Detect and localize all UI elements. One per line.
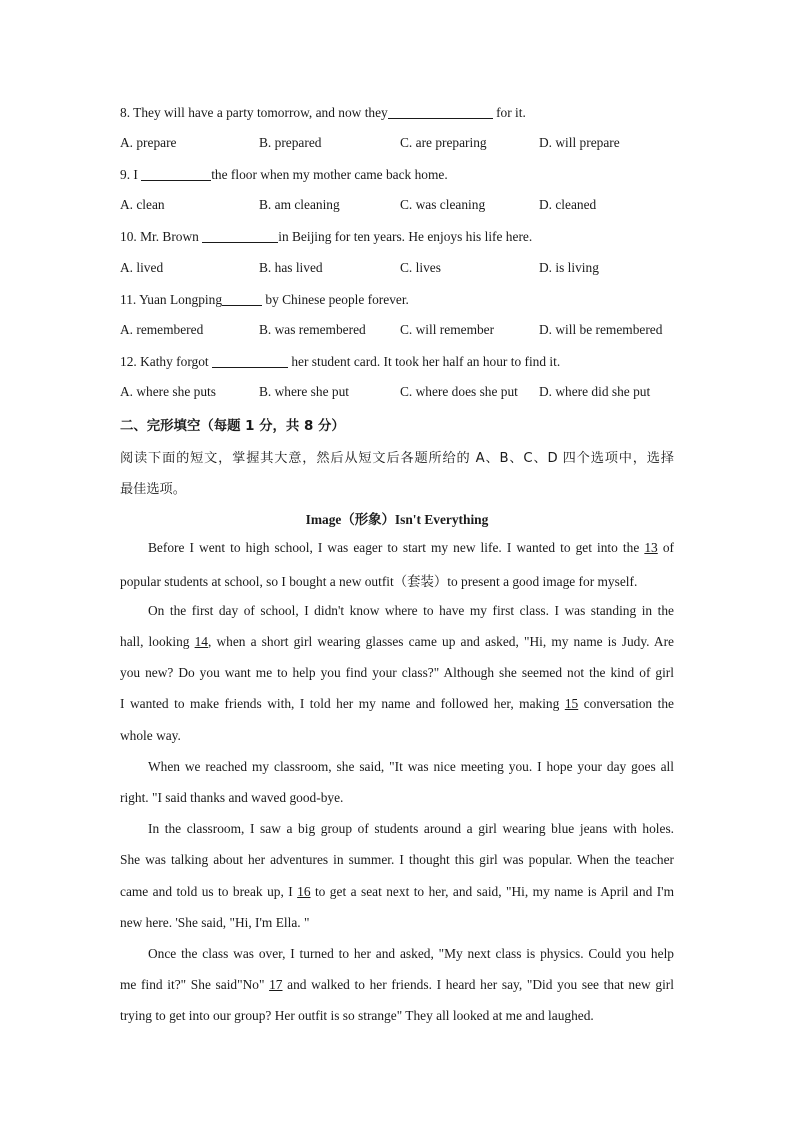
option-b: B. was remembered bbox=[259, 322, 366, 337]
answer-blank bbox=[222, 291, 262, 306]
question-12-options bbox=[120, 384, 680, 402]
option-b: B. am cleaning bbox=[259, 197, 340, 212]
passage-text: of bbox=[657, 540, 674, 555]
passage-line bbox=[120, 977, 674, 993]
question-stem-text: 10. Mr. Brown bbox=[120, 229, 203, 244]
passage-title: Image（形象）Isn't Everything bbox=[305, 512, 489, 527]
option-c: C. was cleaning bbox=[400, 197, 486, 212]
option-a: A. clean bbox=[120, 197, 165, 212]
option-c: C. are preparing bbox=[400, 135, 487, 150]
answer-blank bbox=[388, 104, 493, 119]
passage-text: came and told us to break up, I bbox=[120, 884, 298, 899]
passage-line: whole way. bbox=[120, 728, 181, 743]
passage-text: Before I went to high school, I was eager to start my new life. I wanted to get into the bbox=[148, 540, 645, 555]
option-c: C. where does she put bbox=[400, 384, 518, 399]
question-8-stem bbox=[120, 104, 526, 121]
question-10-stem bbox=[120, 228, 532, 245]
passage-text: me find it?" She said"No" bbox=[120, 977, 270, 992]
option-a: A. lived bbox=[120, 260, 164, 275]
option-d: D. will prepare bbox=[539, 135, 620, 150]
question-stem-text: 11. Yuan Longping bbox=[120, 292, 223, 307]
passage-text: to get a seat next to her, and said, "Hi, my name is April and I'm bbox=[310, 884, 675, 899]
question-stem-text: by Chinese people forever. bbox=[262, 292, 409, 307]
question-stem-text: her student card. It took her half an hour to find it. bbox=[288, 354, 561, 369]
option-b: B. where she put bbox=[259, 384, 349, 399]
answer-blank bbox=[212, 353, 288, 368]
section-heading: 二、完形填空（每题 1 分，共 8 分） bbox=[120, 419, 345, 434]
option-d: D. is living bbox=[539, 260, 599, 275]
question-11-stem bbox=[120, 291, 409, 308]
passage-line: Once the class was over, I turned to her and asked, "My next class is physics. Could you help bbox=[148, 946, 674, 961]
question-9-stem bbox=[120, 166, 448, 183]
question-8-options bbox=[120, 135, 680, 153]
question-stem-text: the floor when my mother came back home. bbox=[211, 167, 448, 182]
option-a: A. prepare bbox=[120, 135, 177, 150]
question-9-options bbox=[120, 197, 680, 215]
passage-line: She was talking about her adventures in summer. I thought this girl was popular. When the teacher bbox=[120, 852, 674, 867]
question-11-options bbox=[120, 322, 680, 340]
option-d: D. cleaned bbox=[539, 197, 597, 212]
answer-blank bbox=[141, 166, 211, 181]
option-a: A. remembered bbox=[120, 322, 204, 337]
option-d: D. where did she put bbox=[539, 384, 651, 399]
passage-text: , when a short girl wearing glasses came up and asked, "Hi, my name is Judy. Are bbox=[208, 634, 674, 649]
answer-blank bbox=[202, 228, 278, 243]
blank-number: 16 bbox=[297, 884, 311, 899]
question-10-options bbox=[120, 260, 680, 278]
passage-line: In the classroom, I saw a big group of students around a girl wearing blue jeans with holes. bbox=[148, 821, 674, 836]
passage-line bbox=[120, 634, 674, 650]
option-c: C. will remember bbox=[400, 322, 495, 337]
option-a: A. where she puts bbox=[120, 384, 216, 399]
passage-line: trying to get into our group? Her outfit is so strange" They all looked at me and laughed. bbox=[120, 1008, 594, 1023]
passage-text: and walked to her friends. I heard her say, "Did you see that new girl bbox=[282, 977, 674, 992]
option-d: D. will be remembered bbox=[539, 322, 663, 337]
passage-line: right. "I said thanks and waved good-bye. bbox=[120, 790, 344, 805]
section-instructions: 阅读下面的短文，掌握其大意，然后从短文后各题所给的 A、B、C、D 四个选项中，选择 bbox=[120, 451, 674, 466]
question-stem-text: 12. Kathy forgot bbox=[120, 354, 212, 369]
passage-text: conversation the bbox=[578, 696, 674, 711]
passage-line: When we reached my classroom, she said, "It was nice meeting you. I hope your day goes all bbox=[148, 759, 674, 774]
blank-number: 17 bbox=[269, 977, 283, 992]
passage-text: I wanted to make friends with, I told her my name and followed her, making bbox=[120, 696, 565, 711]
blank-number: 14 bbox=[194, 634, 208, 649]
question-stem-text: for it. bbox=[492, 105, 526, 120]
blank-number: 13 bbox=[644, 540, 658, 555]
blank-number: 15 bbox=[564, 696, 579, 711]
passage-line bbox=[120, 884, 674, 900]
question-stem-text: in Beijing for ten years. He enjoys his life here. bbox=[278, 229, 533, 244]
passage-line: you new? Do you want me to help you find your class?" Although she seemed not the kind of girl bbox=[120, 665, 674, 680]
option-c: C. lives bbox=[400, 260, 441, 275]
question-stem-text: 8. They will have a party tomorrow, and now they bbox=[120, 105, 388, 120]
passage-text: hall, looking bbox=[120, 634, 195, 649]
section-instructions: 最佳选项。 bbox=[120, 482, 186, 497]
passage-line: On the first day of school, I didn't know where to have my first class. I was standing in the bbox=[148, 603, 674, 618]
passage-line bbox=[120, 696, 674, 712]
option-b: B. has lived bbox=[259, 260, 323, 275]
question-stem-text: 9. I bbox=[120, 167, 142, 182]
question-12-stem bbox=[120, 353, 560, 370]
passage-line: popular students at school, so I bought a new outfit（套装）to present a good image for myself. bbox=[120, 574, 638, 589]
passage-line: new here. 'She said, "Hi, I'm Ella. " bbox=[120, 915, 310, 930]
option-b: B. prepared bbox=[259, 135, 322, 150]
passage-line bbox=[148, 540, 674, 556]
